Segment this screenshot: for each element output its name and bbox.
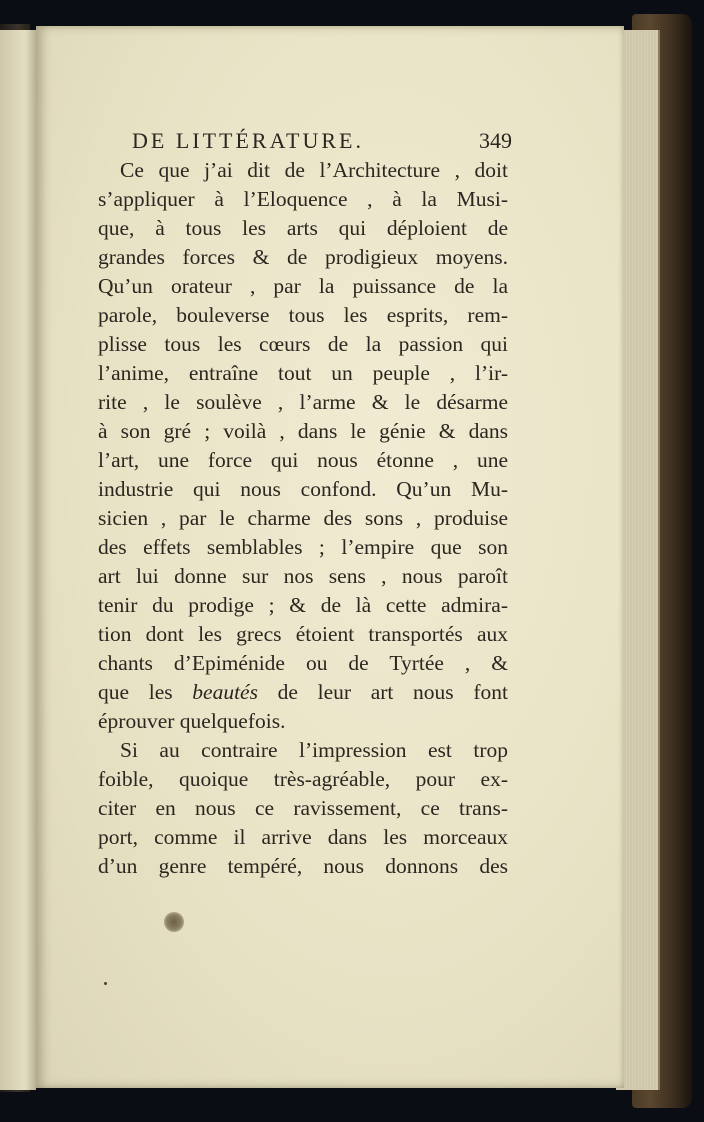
- running-head-title: DE LITTÉRATURE.: [132, 128, 364, 153]
- text-line: l’art, une force qui nous étonne , une: [98, 448, 508, 472]
- text-line: s’appliquer à l’Eloquence , à la Musi-: [98, 187, 508, 211]
- text-line: Si au contraire l’impression est trop: [120, 738, 508, 762]
- text-line: Qu’un orateur , par la puissance de la: [98, 274, 508, 298]
- text-line: citer en nous ce ravissement, ce trans-: [98, 796, 508, 820]
- ink-stain: [164, 912, 184, 932]
- text-line: port, comme il arrive dans les morceaux: [98, 825, 508, 849]
- text-line: parole, bouleverse tous les esprits, rem-: [98, 303, 508, 327]
- text-line: tion dont les grecs étoient transportés aux: [98, 622, 508, 646]
- page-number: 349: [479, 128, 512, 153]
- text-line: éprouver quelquefois.: [98, 709, 286, 733]
- text-line: industrie qui nous confond. Qu’un Mu-: [98, 477, 508, 501]
- text-line: à son gré ; voilà , dans le génie & dans: [98, 419, 508, 443]
- text-line: rite , le soulève , l’arme & le désarme: [98, 390, 508, 414]
- italic-word: beautés: [192, 680, 258, 704]
- text-line: art lui donne sur nos sens , nous paroît: [98, 564, 508, 588]
- text-segment: de leur art nous font: [257, 680, 508, 704]
- text-line: tenir du prodige ; & de là cette admira-: [98, 593, 508, 617]
- text-segment: que les: [98, 680, 193, 704]
- text-line: l’anime, entraîne tout un peuple , l’ir-: [98, 361, 508, 385]
- text-line: [98, 678, 508, 707]
- text-line: des effets semblables ; l’empire que son: [98, 535, 508, 559]
- text-line: d’un genre tempéré, nous donnons des: [98, 854, 508, 878]
- facing-page-edge: [0, 30, 36, 1090]
- running-head: [132, 128, 512, 158]
- text-line: sicien , par le charme des sons , produise: [98, 506, 508, 530]
- text-line: Ce que j’ai dit de l’Architecture , doit: [120, 158, 508, 182]
- text-line: plisse tous les cœurs de la passion qui: [98, 332, 508, 356]
- text-line: que, à tous les arts qui déploient de: [98, 216, 508, 240]
- text-line: chants d’Epiménide ou de Tyrtée , &: [98, 651, 508, 675]
- body-text: [98, 156, 508, 881]
- text-line: grandes forces & de prodigieux moyens.: [98, 245, 508, 269]
- paper-speck: [104, 982, 107, 985]
- text-line: foible, quoique très-agréable, pour ex-: [98, 767, 508, 791]
